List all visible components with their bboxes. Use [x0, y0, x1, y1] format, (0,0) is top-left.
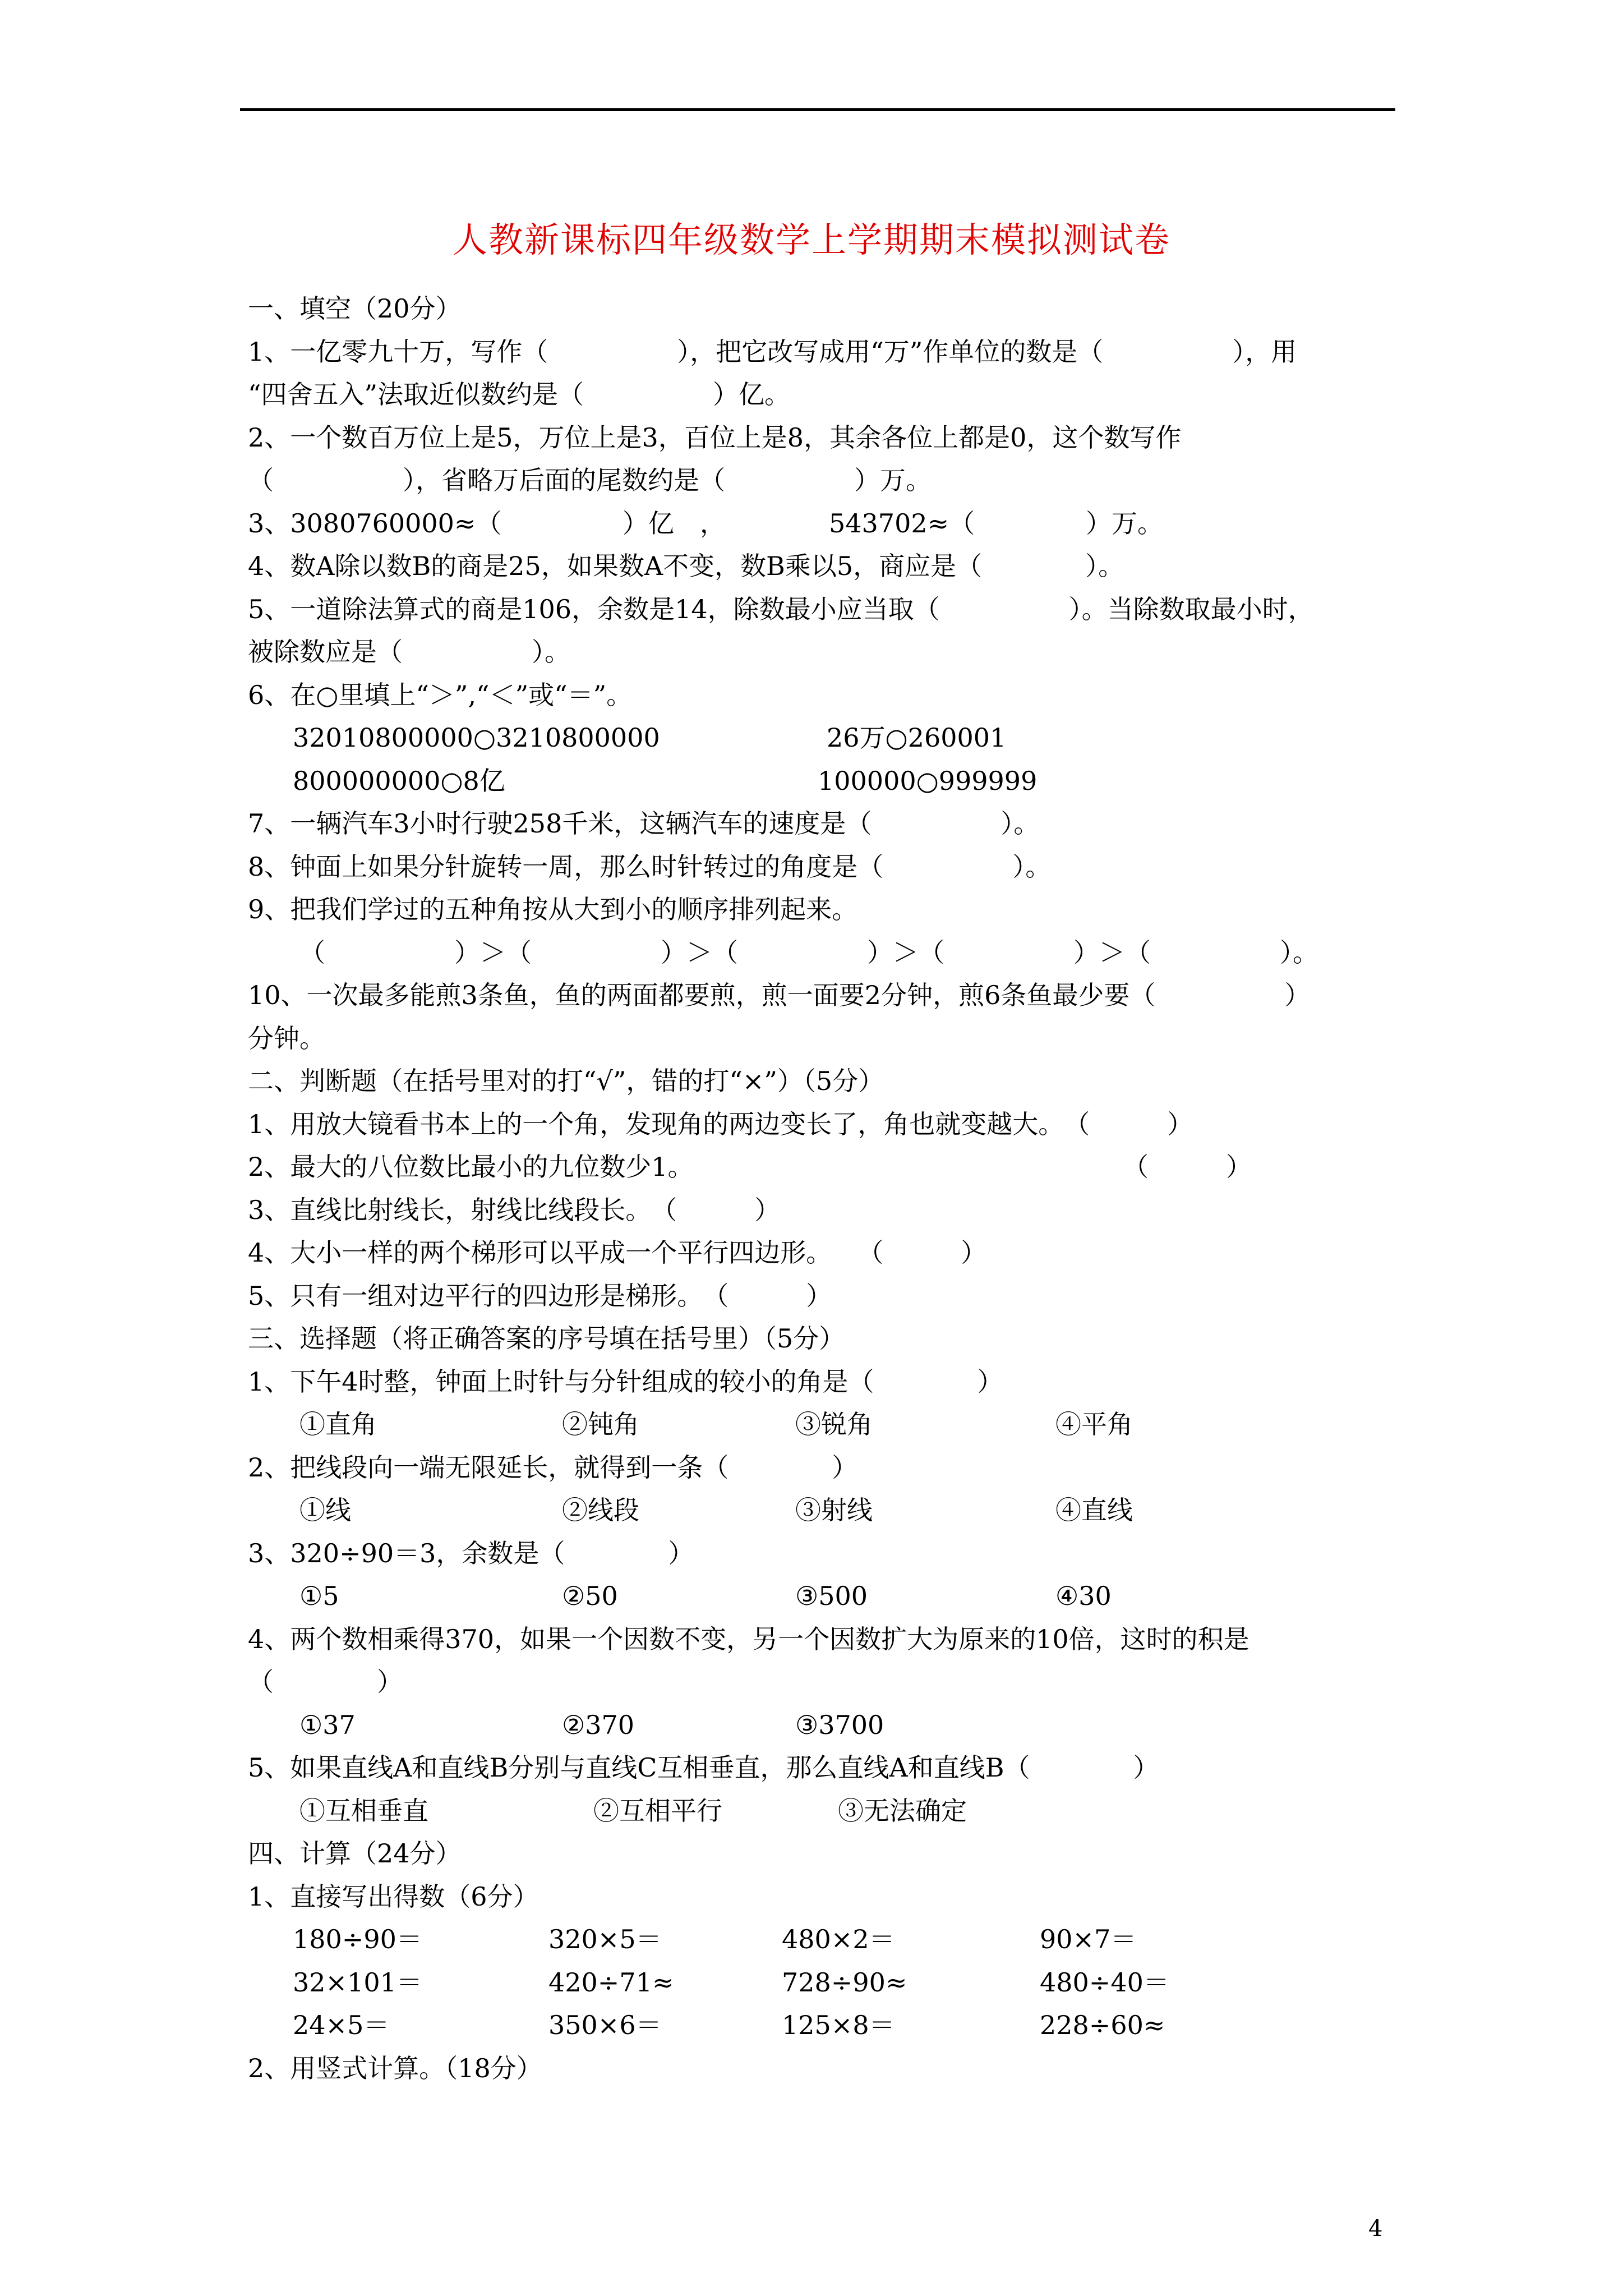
s2-item1: 1、用放大镜看书本上的一个角，发现角的两边变长了，角也就变越大。 （ ） — [248, 1108, 1193, 1139]
calc-item: 90×7＝ — [1040, 1924, 1137, 1954]
s3-q1-opt3: ③锐角 — [795, 1409, 873, 1439]
s3-q2-opt3: ③射线 — [795, 1495, 873, 1525]
s3-q2-opt2: ②线段 — [562, 1495, 639, 1525]
s3-q4-opt2: ②370 — [562, 1709, 635, 1740]
s1-q3-part1: 3、3080760000≈（ — [248, 508, 502, 539]
s3-q5-opt2: ②互相平行 — [593, 1795, 722, 1826]
s3-q5-options — [248, 1789, 1414, 1833]
s3-q1-options — [248, 1403, 1414, 1446]
s1-q9: 9、把我们学过的五种角按从大到小的顺序排列起来。 — [248, 894, 858, 924]
calc-item: 350×6＝ — [548, 2010, 662, 2040]
section2-heading: 二、判断题（在括号里对的打“√”，错的打“×”）（5分） — [248, 1066, 884, 1096]
s3-q3-opt3: ③500 — [795, 1581, 868, 1611]
calc-item: 125×8＝ — [782, 2010, 895, 2040]
s1-q6-item2: 26万○260001 — [827, 723, 1007, 753]
calc-item: 180÷90＝ — [293, 1924, 422, 1954]
s1-q6-item4: 100000○999999 — [818, 765, 1038, 796]
calc-item: 228÷60≈ — [1040, 2010, 1165, 2040]
calc-item: 480÷40＝ — [1040, 1967, 1169, 1998]
s1-q6-row2 — [248, 760, 1414, 803]
s1-q6-item3: 800000000○8亿 — [293, 765, 505, 796]
s3-q3-options — [248, 1575, 1414, 1618]
calc-item: 320×5＝ — [548, 1924, 662, 1954]
calc-item: 420÷71≈ — [548, 1967, 674, 1998]
s1-q6: 6、在○里填上“＞”,“＜”或“＝”。 — [248, 679, 633, 710]
s3-q1: 1、下午4时整，钟面上时针与分针组成的较小的角是（ ） — [248, 1366, 1003, 1397]
s1-q9-blanks: （ ）＞（ ）＞（ ）＞（ ）＞（ ）。 — [299, 937, 1318, 968]
s2-item3: 3、直线比射线长，射线比线段长。 （ ） — [248, 1194, 781, 1225]
s2-item2-paren: （ ） — [1123, 1152, 1252, 1182]
exam-content — [248, 287, 1414, 2090]
s3-q2: 2、把线段向一端无限延长，就得到一条（ ） — [248, 1452, 858, 1483]
s3-q2-opt1: ①线 — [299, 1495, 351, 1525]
s3-q5-opt3: ③无法确定 — [838, 1795, 967, 1826]
s4-calc-row3 — [248, 2004, 1414, 2047]
s3-q3-opt4: ④30 — [1055, 1581, 1112, 1611]
s3-q2-options — [248, 1489, 1414, 1532]
calc-item: 480×2＝ — [782, 1924, 895, 1954]
s3-q4-line2: （ ） — [248, 1667, 403, 1697]
section1-heading: 一、填空（20分） — [248, 293, 462, 324]
calc-item: 32×101＝ — [293, 1967, 422, 1998]
header-rule — [240, 108, 1395, 111]
exam-title: 人教新课标四年级数学上学期期末模拟测试卷 — [452, 219, 1170, 260]
s3-q5: 5、如果直线A和直线B分别与直线C互相垂直，那么直线A和直线B（ ） — [248, 1752, 1159, 1783]
calc-item: 24×5＝ — [293, 2010, 390, 2040]
s4-sub2: 2、用竖式计算。（18分） — [248, 2053, 542, 2083]
s3-q3-opt2: ②50 — [562, 1581, 618, 1611]
s1-q2-line1: 2、一个数百万位上是5，万位上是3，百位上是8，其余各位上都是0，这个数写作 — [248, 422, 1182, 453]
s4-sub1: 1、直接写出得数（6分） — [248, 1881, 539, 1912]
s3-q4-opt3: ③3700 — [795, 1709, 884, 1740]
s1-q3-part3: 543702≈（ — [829, 508, 975, 539]
s3-q1-opt4: ④平角 — [1055, 1409, 1133, 1439]
s1-q1-line2: “四舍五入”法取近似数约是（ ）亿。 — [248, 379, 791, 409]
s2-item2: 2、最大的八位数比最小的九位数少1。 — [248, 1152, 694, 1182]
s1-q10-line1: 10、一次最多能煎3条鱼，鱼的两面都要煎，煎一面要2分钟，煎6条鱼最少要（ ） — [248, 980, 1311, 1010]
s1-q8: 8、钟面上如果分针旋转一周，那么时针转过的角度是（ ）。 — [248, 851, 1052, 882]
s3-q4-line1: 4、两个数相乘得370，如果一个因数不变，另一个因数扩大为原来的10倍，这时的积是 — [248, 1623, 1249, 1654]
s4-calc-row1 — [248, 1918, 1414, 1961]
s1-q3 — [248, 502, 1414, 545]
s3-q4-opt1: ①37 — [299, 1709, 356, 1740]
s3-q2-opt4: ④直线 — [1055, 1495, 1133, 1525]
s2-item4: 4、大小一样的两个梯形可以平成一个平行四边形。 （ ） — [248, 1237, 987, 1268]
s4-calc-row2 — [248, 1961, 1414, 2004]
s3-q1-opt2: ②钝角 — [562, 1409, 639, 1439]
s1-q2-line2: （ ），省略万后面的尾数约是（ ）万。 — [248, 465, 932, 495]
s2-item2-row — [248, 1145, 1414, 1189]
s3-q3: 3、320÷90＝3，余数是（ ） — [248, 1538, 694, 1568]
s1-q6-item1: 32010800000○3210800000 — [293, 723, 660, 753]
s3-q4-options — [248, 1704, 1414, 1747]
s3-q3-opt1: ①5 — [299, 1581, 339, 1611]
s1-q10-line2: 分钟。 — [248, 1023, 325, 1053]
calc-item: 728÷90≈ — [782, 1967, 907, 1998]
s1-q3-part2: ）亿 ， — [623, 508, 726, 539]
s1-q4: 4、数A除以数B的商是25，如果数A不变，数B乘以5，商应是（ ）。 — [248, 551, 1124, 581]
s1-q7: 7、一辆汽车3小时行驶258千米，这辆汽车的速度是（ ）。 — [248, 808, 1040, 839]
s3-q5-opt1: ①互相垂直 — [299, 1795, 428, 1826]
s1-q5-line1: 5、一道除法算式的商是106，余数是14，除数最小应当取（ ）。当除数取最小时， — [248, 593, 1314, 624]
section4-heading: 四、计算（24分） — [248, 1838, 462, 1869]
s2-item5: 5、只有一组对边平行的四边形是梯形。 （ ） — [248, 1280, 832, 1311]
page-number: 4 — [1368, 2216, 1383, 2242]
s1-q5-line2: 被除数应是（ ）。 — [248, 637, 570, 667]
section3-heading: 三、选择题（将正确答案的序号填在括号里）（5分） — [248, 1323, 845, 1354]
s1-q1-line1: 1、一亿零九十万，写作（ ），把它改写成用“万”作单位的数是（ ），用 — [248, 336, 1297, 367]
s3-q1-opt1: ①直角 — [299, 1409, 377, 1439]
s1-q6-row1 — [248, 716, 1414, 760]
s1-q3-part4: ）万。 — [1086, 508, 1163, 539]
